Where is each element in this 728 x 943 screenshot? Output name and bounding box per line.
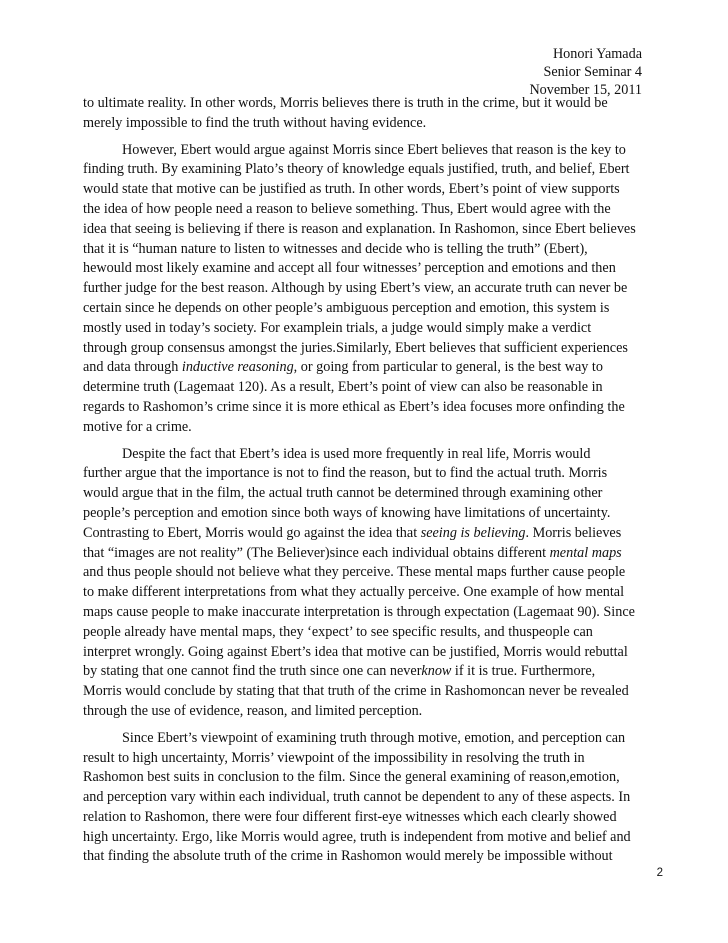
italic-text: know <box>421 663 452 680</box>
text-line <box>83 563 653 583</box>
text-line <box>83 180 653 200</box>
paragraph <box>83 445 653 722</box>
text-run: Despite the fact that Ebert’s idea is used more frequently in real life, Morris would <box>122 445 591 462</box>
text-line <box>83 847 653 867</box>
text-line <box>83 702 653 722</box>
page-header <box>529 45 642 99</box>
text-line <box>83 828 653 848</box>
italic-text: seeing is believing <box>420 524 526 541</box>
text-run: the idea of how people need a reason to believe something. Thus, Ebert would agree with the <box>83 200 611 217</box>
text-run: . Morris believes <box>525 524 622 541</box>
text-line <box>83 623 653 643</box>
text-run: mostly used in today’s society. For examplein trials, a judge would simply make a verdict <box>83 319 592 336</box>
text-run: would argue that in the film, the actual truth cannot be determined through examining other <box>83 485 603 502</box>
text-line <box>83 464 653 484</box>
text-run: people’s perception and emotion since both ways of knowing have limitations of uncertainty. <box>83 504 611 521</box>
text-run: further judge for the best reason. Although by using Ebert’s view, an accurate truth can never be <box>83 280 628 297</box>
text-line <box>83 160 653 180</box>
text-line <box>83 768 653 788</box>
text-run: that “images are not reality” (The Believer)since each individual obtains different <box>83 544 550 561</box>
text-line <box>83 200 653 220</box>
text-run: result to high uncertainty, Morris’ viewpoint of the impossibility in resolving the truth in <box>83 749 585 766</box>
text-run: certain since he depends on other people’s ambiguous perception and emotion, this system is <box>83 299 610 316</box>
text-run: regards to Rashomon’s crime since it is more ethical as Ebert’s idea focuses more onfinding the <box>83 398 625 415</box>
text-line <box>83 682 653 702</box>
paragraph <box>83 94 653 134</box>
text-run: relation to Rashomon, there were four different first-eye witnesses which each clearly showed <box>83 808 617 825</box>
text-line <box>83 378 653 398</box>
text-run: Since Ebert’s viewpoint of examining truth through motive, emotion, and perception can <box>122 729 626 746</box>
text-run: and perception vary within each individual, truth cannot be dependent to any of these aspects. In <box>83 789 631 806</box>
text-line <box>83 220 653 240</box>
text-line <box>83 729 653 749</box>
text-run: to make different interpretations from what they actually perceive. One example of how mental <box>83 584 625 601</box>
text-line <box>83 583 653 603</box>
page-number: 2 <box>656 867 663 879</box>
text-run: and thus people should not believe what they perceive. These mental maps further cause people <box>83 564 626 581</box>
text-run: through group consensus amongst the juries.Similarly, Ebert believes that sufficient experiences <box>83 339 628 356</box>
paragraph <box>83 141 653 438</box>
author-name: Honori Yamada <box>552 46 642 62</box>
text-run: determine truth (Lagemaat 120). As a result, Ebert’s point of view can also be reasonable in <box>83 379 603 396</box>
text-run: further argue that the importance is not to find the reason, but to find the actual truth. Morris <box>83 465 608 482</box>
text-line <box>83 749 653 769</box>
text-line <box>83 418 653 438</box>
text-line <box>83 339 653 359</box>
text-run: by stating that one cannot find the truth since one can never <box>83 663 422 680</box>
text-line <box>83 319 653 339</box>
text-run: maps cause people to make inaccurate interpretation is through expectation (Lagemaat 90). Since <box>83 603 635 620</box>
text-line <box>83 788 653 808</box>
text-line <box>83 445 653 465</box>
text-run: that finding the absolute truth of the crime in Rashomon would merely be impossible without <box>83 848 613 865</box>
text-run: people already have mental maps, they ‘expect’ to see specific results, and thuspeople can <box>83 623 593 640</box>
text-line <box>83 603 653 623</box>
text-run: would state that motive can be justified as truth. In other words, Ebert’s point of view supports <box>83 181 620 198</box>
text-run: motive for a crime. <box>83 418 192 435</box>
text-run: to ultimate reality. In other words, Morris believes there is truth in the crime, but it would be <box>83 95 608 111</box>
text-line <box>83 114 653 134</box>
text-line <box>83 94 653 114</box>
text-line <box>83 544 653 564</box>
text-run: Morris would conclude by stating that that truth of the crime in Rashomoncan never be revealed <box>83 683 629 700</box>
text-line <box>83 808 653 828</box>
text-line <box>83 643 653 663</box>
text-run: through the use of evidence, reason, and limited perception. <box>83 702 423 719</box>
text-run: merely impossible to find the truth without having evidence. <box>83 114 427 131</box>
paragraph <box>83 729 653 868</box>
italic-text: mental maps <box>549 544 622 561</box>
document-body <box>83 94 653 874</box>
text-line <box>83 662 653 682</box>
text-line <box>83 279 653 299</box>
text-line <box>83 240 653 260</box>
italic-text: inductive reasoning <box>181 359 294 376</box>
text-line <box>83 141 653 161</box>
text-run: hewould most likely examine and accept all four witnesses’ perception and emotions and then <box>83 260 616 277</box>
text-line <box>83 524 653 544</box>
text-run: interpret wrongly. Going against Ebert’s idea that motive can be justified, Morris would rebuttal <box>83 643 628 660</box>
text-run: , or going from particular to general, is the best way to <box>293 359 603 376</box>
text-run: and data through <box>83 359 182 376</box>
text-run: if it is true. Furthermore, <box>451 663 596 680</box>
text-line <box>83 504 653 524</box>
text-run: However, Ebert would argue against Morris since Ebert believes that reason is the key to <box>122 141 626 158</box>
text-run: high uncertainty. Ergo, like Morris would agree, truth is independent from motive and belief and <box>83 828 631 845</box>
document-date: November 15, 2011 <box>529 82 642 98</box>
text-line <box>83 358 653 378</box>
text-line <box>83 484 653 504</box>
text-run: idea that seeing is believing if there is reason and explanation. In Rashomon, since Ebert believes <box>83 220 636 237</box>
text-line <box>83 259 653 279</box>
text-run: Rashomon best suits in conclusion to the film. Since the general examining of reason,emotion, <box>83 769 620 786</box>
text-line <box>83 398 653 418</box>
text-run: finding truth. By examining Plato’s theory of knowledge equals justified, truth, and belief, Ebert <box>83 161 630 178</box>
text-line <box>83 299 653 319</box>
course-name: Senior Seminar 4 <box>543 64 642 80</box>
text-run: that it is “human nature to listen to witnesses and decide who is telling the truth” (Ebert), <box>83 240 588 257</box>
text-run: Contrasting to Ebert, Morris would go against the idea that <box>83 524 421 541</box>
